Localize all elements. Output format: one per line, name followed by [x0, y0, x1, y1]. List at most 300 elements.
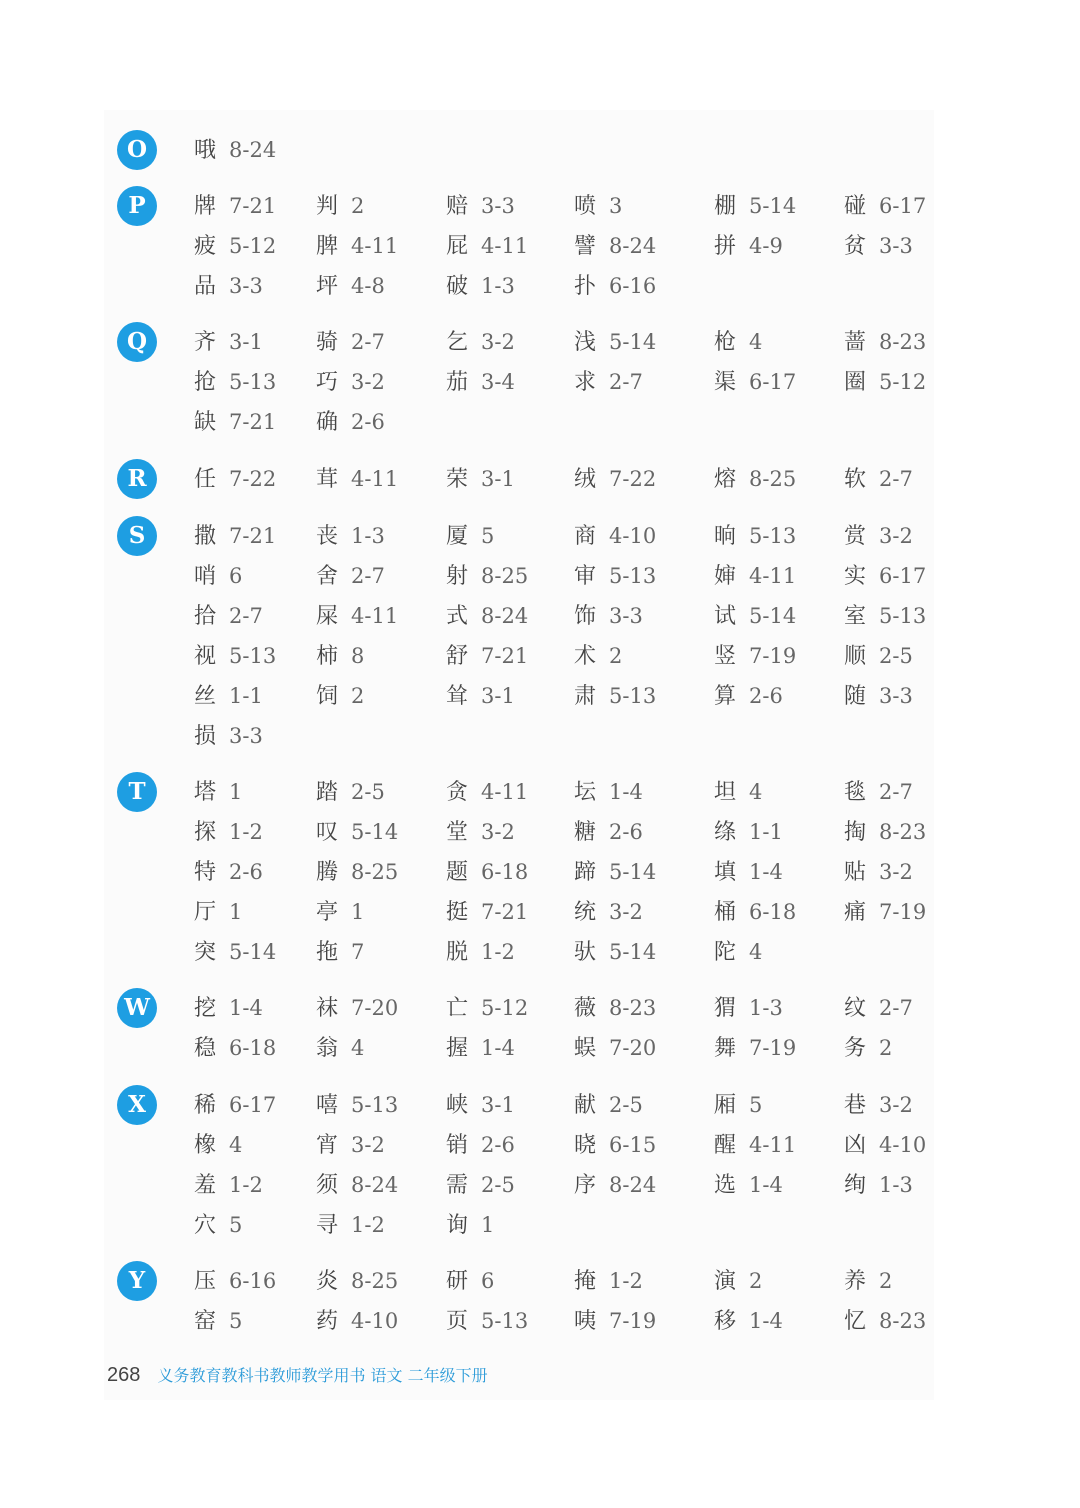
lesson-reference: 7-20	[351, 996, 399, 1020]
character: 品	[194, 274, 217, 299]
index-entry	[446, 680, 515, 712]
character: 突	[194, 940, 217, 965]
index-entry	[574, 270, 656, 302]
lesson-reference: 5	[749, 1093, 763, 1117]
index-entry	[714, 230, 783, 262]
index-entry	[194, 230, 276, 262]
lesson-reference: 2-5	[351, 780, 385, 804]
index-entry	[574, 816, 643, 848]
index-entry	[194, 520, 276, 552]
index-entry	[194, 366, 276, 398]
index-entry	[714, 326, 762, 358]
character: 嘻	[316, 1093, 339, 1118]
character: 凶	[844, 1133, 867, 1158]
index-entry	[844, 992, 913, 1024]
index-entry	[446, 520, 494, 552]
character: 纹	[844, 996, 867, 1021]
letter-badge: X	[117, 1085, 157, 1125]
index-entry	[446, 560, 528, 592]
lesson-reference: 1-3	[749, 996, 783, 1020]
index-entry	[574, 680, 656, 712]
lesson-reference: 5-13	[749, 524, 797, 548]
character: 腾	[316, 860, 339, 885]
lesson-reference: 4-10	[879, 1133, 927, 1157]
character: 赔	[446, 194, 469, 219]
index-entry	[844, 600, 926, 632]
lesson-reference: 7-19	[609, 1309, 657, 1333]
index-entry	[714, 1169, 783, 1201]
lesson-reference: 4-11	[351, 604, 399, 628]
index-entry	[714, 776, 762, 808]
index-entry	[714, 856, 783, 888]
character: 压	[194, 1269, 217, 1294]
character: 挖	[194, 996, 217, 1021]
lesson-reference: 1-2	[229, 1173, 263, 1197]
lesson-reference: 5-14	[609, 860, 657, 884]
lesson-reference: 1-4	[749, 1309, 783, 1333]
lesson-reference: 6-17	[749, 370, 797, 394]
lesson-reference: 5-14	[749, 604, 797, 628]
lesson-reference: 5-14	[609, 940, 657, 964]
index-entry	[714, 190, 796, 222]
character: 审	[574, 564, 597, 589]
lesson-reference: 4	[351, 1036, 365, 1060]
character: 屎	[316, 604, 339, 629]
character: 掏	[844, 820, 867, 845]
lesson-reference: 2-7	[879, 780, 913, 804]
index-entry	[574, 992, 656, 1024]
lesson-reference: 5-13	[351, 1093, 399, 1117]
lesson-reference: 8-23	[879, 820, 927, 844]
index-entry	[446, 600, 528, 632]
lesson-reference: 2-5	[879, 644, 913, 668]
lesson-reference: 4	[749, 330, 763, 354]
index-entry	[714, 680, 783, 712]
letter-badge: Q	[117, 322, 157, 362]
index-entry	[316, 1129, 385, 1161]
lesson-reference: 6-16	[229, 1269, 277, 1293]
index-entry	[844, 463, 913, 495]
lesson-reference: 3-2	[879, 860, 913, 884]
index-entry	[316, 1089, 398, 1121]
lesson-reference: 7-22	[229, 467, 277, 491]
index-entry	[194, 270, 263, 302]
character: 撒	[194, 524, 217, 549]
character: 塔	[194, 780, 217, 805]
lesson-reference: 5-13	[229, 644, 277, 668]
index-entry	[316, 992, 398, 1024]
index-entry	[446, 856, 528, 888]
character: 视	[194, 644, 217, 669]
character: 棚	[714, 194, 737, 219]
lesson-reference: 7-20	[609, 1036, 657, 1060]
lesson-reference: 3-2	[481, 820, 515, 844]
index-entry	[446, 776, 528, 808]
index-entry	[316, 680, 364, 712]
lesson-reference: 1-2	[609, 1269, 643, 1293]
lesson-reference: 3-4	[481, 370, 515, 394]
lesson-reference: 6-18	[481, 860, 529, 884]
character: 试	[714, 604, 737, 629]
lesson-reference: 1-2	[351, 1213, 385, 1237]
index-entry	[844, 1169, 913, 1201]
character: 稀	[194, 1093, 217, 1118]
character: 贴	[844, 860, 867, 885]
character: 浅	[574, 330, 597, 355]
lesson-reference: 3-2	[481, 330, 515, 354]
index-entry	[714, 1129, 796, 1161]
index-entry	[574, 230, 656, 262]
index-entry	[194, 816, 263, 848]
index-entry	[194, 936, 276, 968]
character: 蜈	[574, 1036, 597, 1061]
index-entry	[316, 463, 398, 495]
character: 药	[316, 1309, 339, 1334]
character: 猬	[714, 996, 737, 1021]
index-entry	[714, 1265, 762, 1297]
lesson-reference: 3-2	[879, 1093, 913, 1117]
index-entry	[194, 406, 276, 438]
character: 射	[446, 564, 469, 589]
index-entry	[446, 1209, 494, 1241]
index-entry	[446, 1169, 515, 1201]
index-entry	[714, 560, 796, 592]
character: 竖	[714, 644, 737, 669]
character: 驮	[574, 940, 597, 965]
lesson-reference: 2-6	[351, 410, 385, 434]
lesson-reference: 5-12	[879, 370, 927, 394]
character: 赏	[844, 524, 867, 549]
character: 特	[194, 860, 217, 885]
character: 毯	[844, 780, 867, 805]
character: 舞	[714, 1036, 737, 1061]
character: 橡	[194, 1133, 217, 1158]
character: 饲	[316, 684, 339, 709]
lesson-reference: 7-21	[229, 524, 277, 548]
character: 枪	[714, 330, 737, 355]
index-entry	[574, 463, 656, 495]
index-entry	[194, 1209, 242, 1241]
lesson-reference: 2-6	[229, 860, 263, 884]
index-entry	[194, 992, 263, 1024]
character: 拾	[194, 604, 217, 629]
index-entry	[714, 640, 796, 672]
lesson-reference: 5-14	[351, 820, 399, 844]
lesson-reference: 6-18	[229, 1036, 277, 1060]
lesson-reference: 5-14	[749, 194, 797, 218]
index-entry	[446, 816, 515, 848]
character: 室	[844, 604, 867, 629]
lesson-reference: 5-13	[609, 564, 657, 588]
index-entry	[714, 1032, 796, 1064]
lesson-reference: 7-21	[481, 900, 529, 924]
character: 茸	[316, 467, 339, 492]
character: 顺	[844, 644, 867, 669]
lesson-reference: 8-24	[481, 604, 529, 628]
character: 荣	[446, 467, 469, 492]
lesson-reference: 2-7	[879, 996, 913, 1020]
character: 随	[844, 684, 867, 709]
lesson-reference: 2-7	[879, 467, 913, 491]
letter-badge: T	[117, 772, 157, 812]
lesson-reference: 7-22	[609, 467, 657, 491]
lesson-reference: 4-11	[481, 780, 529, 804]
index-entry	[844, 230, 913, 262]
lesson-reference: 7	[351, 940, 365, 964]
lesson-reference: 1	[351, 900, 365, 924]
index-entry	[574, 326, 656, 358]
character: 炎	[316, 1269, 339, 1294]
character: 探	[194, 820, 217, 845]
character: 页	[446, 1309, 469, 1334]
character: 蹄	[574, 860, 597, 885]
character: 宵	[316, 1133, 339, 1158]
character: 厅	[194, 900, 217, 925]
index-entry	[844, 680, 913, 712]
character: 需	[446, 1173, 469, 1198]
character: 脱	[446, 940, 469, 965]
index-entry	[574, 896, 643, 928]
lesson-reference: 1-4	[749, 860, 783, 884]
lesson-reference: 1-4	[229, 996, 263, 1020]
lesson-reference: 1-4	[749, 1173, 783, 1197]
lesson-reference: 4-11	[481, 234, 529, 258]
index-entry	[194, 1089, 276, 1121]
lesson-reference: 2	[351, 684, 365, 708]
lesson-reference: 5	[481, 524, 495, 548]
lesson-reference: 3-2	[609, 900, 643, 924]
index-entry	[446, 936, 515, 968]
index-entry	[574, 366, 643, 398]
character: 贫	[844, 234, 867, 259]
lesson-reference: 5-13	[481, 1309, 529, 1333]
index-entry	[316, 896, 364, 928]
character: 忆	[844, 1309, 867, 1334]
lesson-reference: 8-25	[351, 1269, 399, 1293]
index-entry	[446, 992, 528, 1024]
character: 坛	[574, 780, 597, 805]
character: 耸	[446, 684, 469, 709]
lesson-reference: 3-2	[351, 370, 385, 394]
index-entry	[574, 936, 656, 968]
character: 脾	[316, 234, 339, 259]
lesson-reference: 4-11	[749, 1133, 797, 1157]
character: 牌	[194, 194, 217, 219]
index-entry	[844, 366, 926, 398]
character: 厦	[446, 524, 469, 549]
index-entry	[446, 1265, 494, 1297]
index-entry	[844, 1305, 926, 1337]
character: 糖	[574, 820, 597, 845]
lesson-reference: 3-1	[229, 330, 263, 354]
index-entry	[844, 1089, 913, 1121]
index-entry	[574, 640, 622, 672]
index-entry	[194, 776, 242, 808]
character: 握	[446, 1036, 469, 1061]
index-entry	[194, 640, 276, 672]
lesson-reference: 4-9	[749, 234, 783, 258]
character: 巷	[844, 1093, 867, 1118]
index-entry	[714, 600, 796, 632]
lesson-reference: 2-6	[481, 1133, 515, 1157]
lesson-reference: 3-3	[879, 684, 913, 708]
lesson-reference: 2	[351, 194, 365, 218]
lesson-reference: 5-13	[879, 604, 927, 628]
index-entry	[316, 560, 385, 592]
character: 晓	[574, 1133, 597, 1158]
character: 绚	[844, 1173, 867, 1198]
character: 譬	[574, 234, 597, 259]
lesson-reference: 7-21	[229, 410, 277, 434]
lesson-reference: 6-17	[229, 1093, 277, 1117]
index-entry	[714, 520, 796, 552]
character: 丧	[316, 524, 339, 549]
index-entry	[446, 1032, 515, 1064]
index-entry	[844, 896, 926, 928]
character: 柿	[316, 644, 339, 669]
lesson-reference: 2-7	[609, 370, 643, 394]
lesson-reference: 6-15	[609, 1133, 657, 1157]
index-entry	[714, 992, 783, 1024]
lesson-reference: 7-19	[749, 644, 797, 668]
character: 拼	[714, 234, 737, 259]
lesson-reference: 1	[229, 900, 243, 924]
character: 穴	[194, 1213, 217, 1238]
index-entry	[574, 600, 643, 632]
lesson-reference: 1-1	[229, 684, 263, 708]
character: 稳	[194, 1036, 217, 1061]
character: 绦	[714, 820, 737, 845]
lesson-reference: 1-4	[481, 1036, 515, 1060]
index-entry	[194, 326, 263, 358]
index-entry	[316, 816, 398, 848]
character: 扑	[574, 274, 597, 299]
lesson-reference: 8-23	[609, 996, 657, 1020]
character: 痛	[844, 900, 867, 925]
index-entry	[446, 1089, 515, 1121]
index-entry	[574, 1129, 656, 1161]
index-entry	[316, 1265, 398, 1297]
index-entry	[844, 520, 913, 552]
letter-badge: Y	[117, 1261, 157, 1301]
character: 亭	[316, 900, 339, 925]
index-entry	[316, 406, 385, 438]
lesson-reference: 3-3	[879, 234, 913, 258]
lesson-reference: 3-2	[879, 524, 913, 548]
index-entry	[194, 720, 263, 752]
lesson-reference: 6-16	[609, 274, 657, 298]
character: 屁	[446, 234, 469, 259]
character: 巧	[316, 370, 339, 395]
lesson-reference: 4-10	[609, 524, 657, 548]
character: 术	[574, 644, 597, 669]
index-entry	[316, 1209, 385, 1241]
index-entry	[316, 326, 385, 358]
character: 献	[574, 1093, 597, 1118]
character: 踏	[316, 780, 339, 805]
lesson-reference: 2	[879, 1269, 893, 1293]
character: 填	[714, 860, 737, 885]
index-entry	[844, 816, 926, 848]
index-entry	[194, 1169, 263, 1201]
index-entry	[316, 190, 364, 222]
index-entry	[844, 326, 926, 358]
lesson-reference: 3-3	[229, 724, 263, 748]
character: 咦	[574, 1309, 597, 1334]
character: 丝	[194, 684, 217, 709]
lesson-reference: 8-23	[879, 330, 927, 354]
character: 移	[714, 1309, 737, 1334]
index-entry	[316, 520, 385, 552]
lesson-reference: 4	[229, 1133, 243, 1157]
character: 坦	[714, 780, 737, 805]
character: 掩	[574, 1269, 597, 1294]
character: 翁	[316, 1036, 339, 1061]
character: 破	[446, 274, 469, 299]
index-entry	[844, 640, 913, 672]
character: 拖	[316, 940, 339, 965]
character: 陀	[714, 940, 737, 965]
index-entry	[574, 190, 622, 222]
lesson-reference: 8-24	[609, 1173, 657, 1197]
lesson-reference: 8-24	[351, 1173, 399, 1197]
lesson-reference: 3-1	[481, 467, 515, 491]
index-entry	[446, 366, 515, 398]
lesson-reference: 1-3	[351, 524, 385, 548]
index-entry	[574, 1265, 643, 1297]
character: 损	[194, 724, 217, 749]
index-entry	[194, 1305, 242, 1337]
index-entry	[574, 1089, 643, 1121]
index-entry	[574, 856, 656, 888]
index-entry	[446, 1129, 515, 1161]
lesson-reference: 5-14	[609, 330, 657, 354]
character: 商	[574, 524, 597, 549]
index-entry	[316, 936, 364, 968]
lesson-reference: 3-3	[481, 194, 515, 218]
lesson-reference: 6-18	[749, 900, 797, 924]
lesson-reference: 5-12	[481, 996, 529, 1020]
character: 统	[574, 900, 597, 925]
character: 饰	[574, 604, 597, 629]
character: 询	[446, 1213, 469, 1238]
lesson-reference: 4-8	[351, 274, 385, 298]
character: 堂	[446, 820, 469, 845]
index-entry	[316, 366, 385, 398]
index-entry	[844, 1265, 892, 1297]
index-entry	[574, 1169, 656, 1201]
character: 挺	[446, 900, 469, 925]
character: 算	[714, 684, 737, 709]
character: 选	[714, 1173, 737, 1198]
index-entry	[316, 640, 364, 672]
lesson-reference: 1-2	[481, 940, 515, 964]
character: 熔	[714, 467, 737, 492]
page-number: 268	[107, 1364, 141, 1386]
index-entry	[844, 856, 913, 888]
letter-badge: W	[117, 988, 157, 1028]
lesson-reference: 4-11	[351, 234, 399, 258]
character: 窑	[194, 1309, 217, 1334]
character: 题	[446, 860, 469, 885]
lesson-reference: 2	[879, 1036, 893, 1060]
lesson-reference: 7-19	[879, 900, 927, 924]
character: 销	[446, 1133, 469, 1158]
character: 晌	[714, 524, 737, 549]
index-entry	[574, 520, 656, 552]
lesson-reference: 2-5	[609, 1093, 643, 1117]
lesson-reference: 2	[609, 644, 623, 668]
